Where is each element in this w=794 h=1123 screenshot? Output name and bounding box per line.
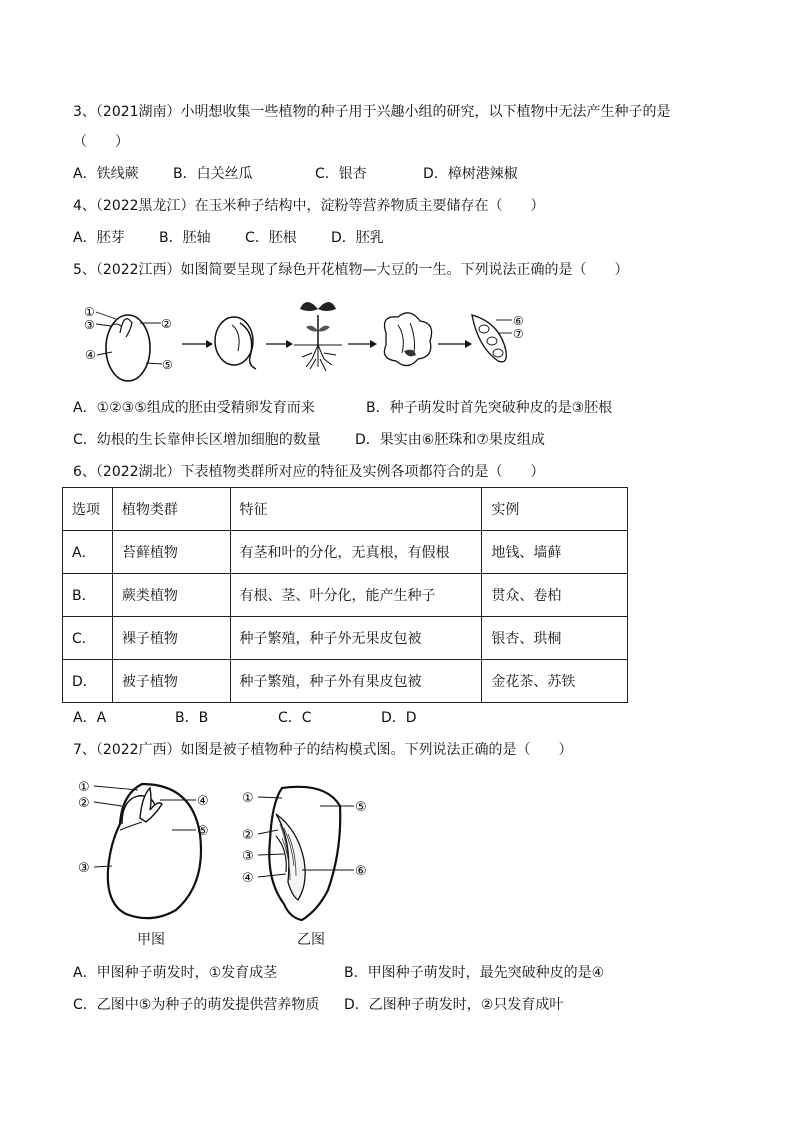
table-cell: C． bbox=[63, 617, 113, 660]
table-cell: 银杏、珙桐 bbox=[482, 617, 628, 660]
table-cell: 贯众、卷柏 bbox=[482, 574, 628, 617]
q7-fig-a-label-3: ③ bbox=[78, 861, 90, 876]
soybean-life-cycle-figure bbox=[80, 293, 540, 393]
q5-stem: 5、（2022江西）如图简要呈现了绿色开花植物—大豆的一生。下列说法正确的是（ ） bbox=[73, 262, 629, 278]
table-header-row bbox=[63, 488, 628, 531]
q7-fig-b-label-5: ⑤ bbox=[355, 800, 367, 815]
q6-stem: 6、（2022湖北）下表植物类群所对应的特征及实例各项都符合的是（ ） bbox=[73, 464, 545, 480]
corn-kernel bbox=[269, 787, 340, 920]
q5-label-7: ⑦ bbox=[513, 327, 524, 341]
q3-answer-paren: （ ） bbox=[73, 134, 129, 150]
table-row bbox=[63, 531, 628, 574]
q7-fig-b-label-2: ② bbox=[242, 828, 254, 843]
germinating-seed bbox=[215, 317, 253, 365]
q5-label-2: ② bbox=[161, 317, 172, 331]
q4-option-d: D．胚乳 bbox=[331, 230, 384, 246]
table-cell: 种子繁殖，种子外无果皮包被 bbox=[230, 617, 482, 660]
q5-label-5: ⑤ bbox=[162, 358, 173, 372]
q6-option-d: D．D bbox=[381, 710, 417, 726]
table-cell: 裸子植物 bbox=[112, 617, 230, 660]
q5-option-d: D．果实由⑥胚珠和⑦果皮组成 bbox=[355, 432, 545, 448]
q5-option-a: A．①②③⑤组成的胚由受精卵发育而来 bbox=[73, 400, 315, 416]
seed-embryo-bud bbox=[120, 319, 132, 337]
q5-label-4: ④ bbox=[85, 348, 96, 362]
q3-option-d: D．樟树港辣椒 bbox=[423, 166, 518, 182]
dicot-seed-figure bbox=[72, 774, 222, 924]
q3-option-b: B．白关丝瓜 bbox=[173, 166, 253, 182]
q7-fig-a-label-4: ④ bbox=[197, 794, 209, 809]
q5-option-c: C．幼根的生长靠伸长区增加细胞的数量 bbox=[73, 432, 321, 448]
q5-option-b: B．种子萌发时首先突破种皮的是③胚根 bbox=[366, 400, 613, 416]
q4-option-c: C．胚根 bbox=[245, 230, 297, 246]
bean-pod bbox=[472, 315, 506, 362]
table-cell: 被子植物 bbox=[112, 660, 230, 703]
fig-b-caption: 乙图 bbox=[297, 932, 325, 948]
table-cell: 种子繁殖，种子外有果皮包被 bbox=[230, 660, 482, 703]
flower bbox=[384, 313, 431, 366]
q7-fig-b-label-3: ③ bbox=[242, 849, 254, 864]
fig-a-caption: 甲图 bbox=[137, 932, 165, 948]
table-cell: 有根、茎、叶分化，能产生种子 bbox=[230, 574, 482, 617]
table-header-cell: 选项 bbox=[63, 488, 113, 531]
table-header-cell: 实例 bbox=[482, 488, 628, 531]
table-cell: B． bbox=[63, 574, 113, 617]
q5-label-3: ③ bbox=[84, 318, 95, 332]
table-header-cell: 特征 bbox=[230, 488, 482, 531]
table-cell: 苔藓植物 bbox=[112, 531, 230, 574]
q4-option-a: A．胚芽 bbox=[73, 230, 125, 246]
seedling bbox=[294, 302, 342, 371]
q6-option-a: A．A bbox=[73, 710, 107, 726]
table-header-cell: 植物类群 bbox=[112, 488, 230, 531]
q5-label-6: ⑥ bbox=[513, 314, 524, 328]
q6-option-b: B．B bbox=[175, 710, 209, 726]
table-cell: 金花茶、苏铁 bbox=[482, 660, 628, 703]
q6-option-c: C．C bbox=[278, 710, 312, 726]
table-cell: A． bbox=[63, 531, 113, 574]
q3-stem: 3、（2021湖南）小明想收集一些植物的种子用于兴趣小组的研究，以下植物中无法产生种子的是 bbox=[73, 104, 671, 120]
table-cell: D． bbox=[63, 660, 113, 703]
q4-stem: 4、（2022黑龙江）在玉米种子结构中，淀粉等营养物质主要储存在（ ） bbox=[73, 198, 545, 214]
q4-option-b: B．胚轴 bbox=[159, 230, 211, 246]
plant-groups-table bbox=[62, 487, 628, 703]
q3-option-c: C．银杏 bbox=[315, 166, 367, 182]
q7-fig-b-label-4: ④ bbox=[242, 871, 254, 886]
q7-stem: 7、（2022广西）如图是被子植物种子的结构模式图。下列说法正确的是（ ） bbox=[73, 742, 573, 758]
q3-option-a: A．铁线蕨 bbox=[73, 166, 139, 182]
q7-option-a: A．甲图种子萌发时，①发育成茎 bbox=[73, 965, 278, 981]
q7-fig-a-label-2: ② bbox=[78, 796, 90, 811]
q5-label-1: ① bbox=[84, 305, 95, 319]
q7-option-c: C．乙图中⑤为种子的萌发提供营养物质 bbox=[73, 997, 320, 1013]
table-cell: 蕨类植物 bbox=[112, 574, 230, 617]
table-row bbox=[63, 617, 628, 660]
q7-fig-a-label-1: ① bbox=[78, 780, 90, 795]
table-cell: 地钱、墙藓 bbox=[482, 531, 628, 574]
q7-fig-a-label-5: ⑤ bbox=[197, 824, 209, 839]
q7-option-b: B．甲图种子萌发时，最先突破种皮的是④ bbox=[344, 965, 605, 981]
corn-seed-figure bbox=[236, 780, 386, 930]
table-row bbox=[63, 660, 628, 703]
q7-fig-b-label-1: ① bbox=[242, 791, 254, 806]
q7-option-d: D．乙图种子萌发时，②只发育成叶 bbox=[344, 997, 564, 1013]
q7-fig-b-label-6: ⑥ bbox=[355, 864, 367, 879]
table-cell: 有茎和叶的分化，无真根，有假根 bbox=[230, 531, 482, 574]
table-row bbox=[63, 574, 628, 617]
